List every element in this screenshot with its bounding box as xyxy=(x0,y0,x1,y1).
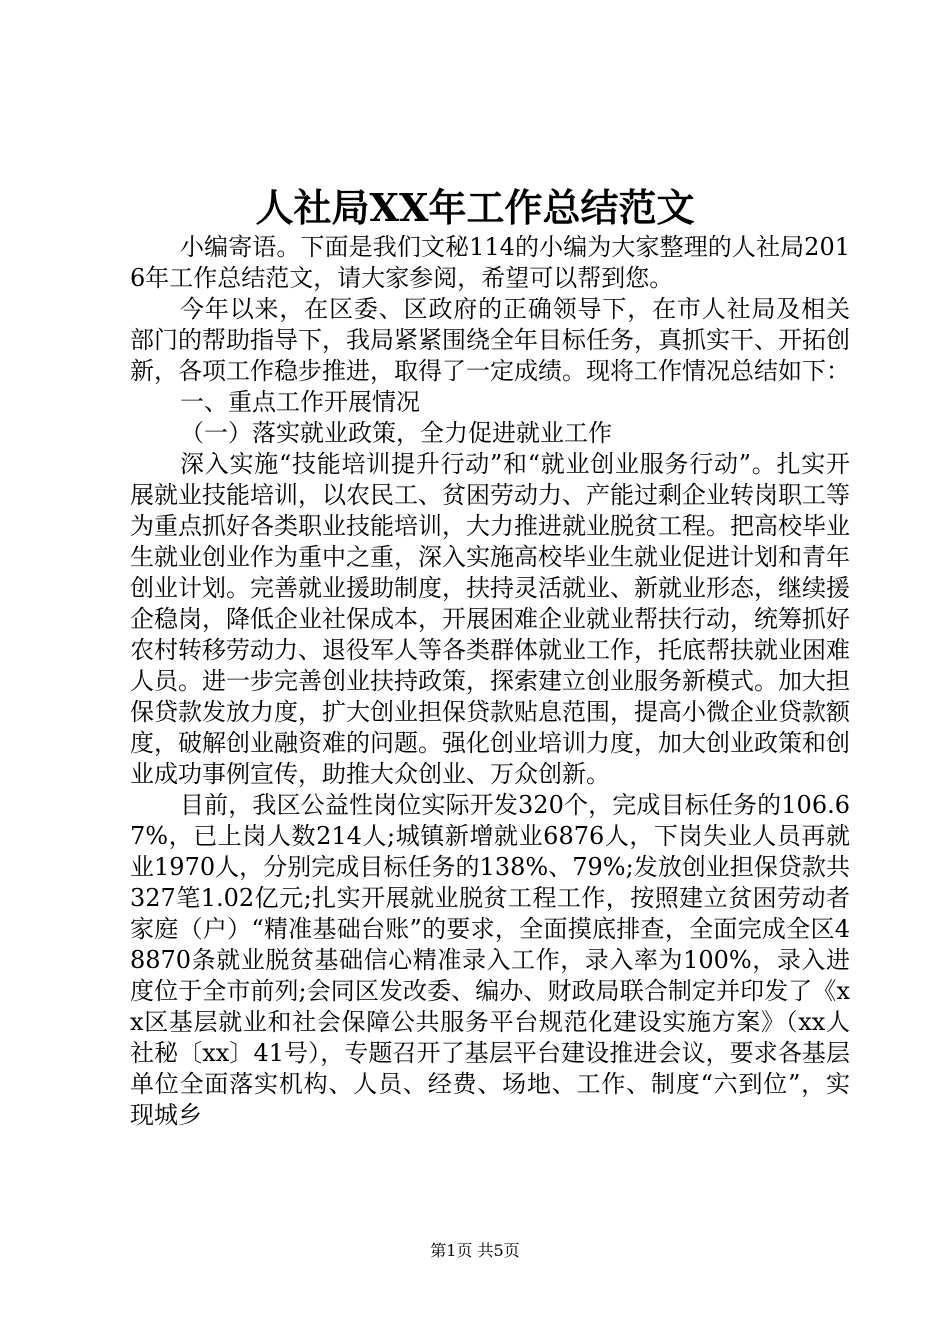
paragraph-employment-policy: 深入实施“技能培训提升行动”和“就业创业服务行动”。扎实开展就业技能培训，以农民工、贫困劳动力、产能过剩企业转岗职工等为重点抓好各类职业技能培训，大力推进就业脱贫工程。把高校毕业生就业创业作为重中之重，深入实施高校毕业生就业促进计划和青年创业计划。完善就业援助制度，扶持灵活就业、新就业形态，继续援企稳岗，降低企业社保成本，开展困难企业就业帮扶行动，统筹抓好农村转移劳动力、退役军人等各类群体就业工作，托底帮扶就业困难人员。进一步完善创业扶持政策，探索建立创业服务新模式。加大担保贷款发放力度，扩大创业担保贷款贴息范围，提高小微企业贷款额度，破解创业融资难的问题。强化创业培训力度，加大创业政策和创业成功事例宣传，助推大众创业、万众创新。 xyxy=(130,450,850,788)
document-body xyxy=(130,232,850,1131)
paragraph-intro: 小编寄语。下面是我们文秘114的小编为大家整理的人社局2016年工作总结范文，请大家参阅，希望可以帮到您。 xyxy=(130,233,850,292)
paragraph-results: 目前，我区公益性岗位实际开发320个，完成目标任务的106.67%，已上岗人数214人;城镇新增就业6876人，下岗失业人员再就业1970人，分别完成目标任务的138%、79%;发放创业担保贷款共327笔1.02亿元;扎实开展就业脱贫工程工作，按照建立贫困劳动者家庭（户）“精准基础台账”的要求，全面摸底排查，全面完成全区48870条就业脱贫基础信心精准录入工作，录入率为100%，录入进度位于全市前列;会同区发改委、编办、财政局联合制定并印发了《xx区基层就业和社会保障公共服务平台规范化建设实施方案》（xx人社秘〔xx〕41号），专题召开了基层平台建设推进会议，要求各基层单位全面落实机构、人员、经费、场地、工作、制度“六到位”，实现城乡 xyxy=(130,791,850,1129)
section-heading: 一、重点工作开展情况 xyxy=(180,388,420,416)
page-footer: 第1页 共5页 xyxy=(430,1241,520,1260)
paragraph-overview: 今年以来，在区委、区政府的正确领导下，在市人社局及相关部门的帮助指导下，我局紧紧围绕全年目标任务，真抓实干、开拓创新，各项工作稳步推进，取得了一定成绩。现将工作情况总结如下： xyxy=(130,295,850,385)
document-title: 人社局XX年工作总结范文 xyxy=(255,185,695,230)
subsection-heading: （一）落实就业政策，全力促进就业工作 xyxy=(180,419,612,447)
